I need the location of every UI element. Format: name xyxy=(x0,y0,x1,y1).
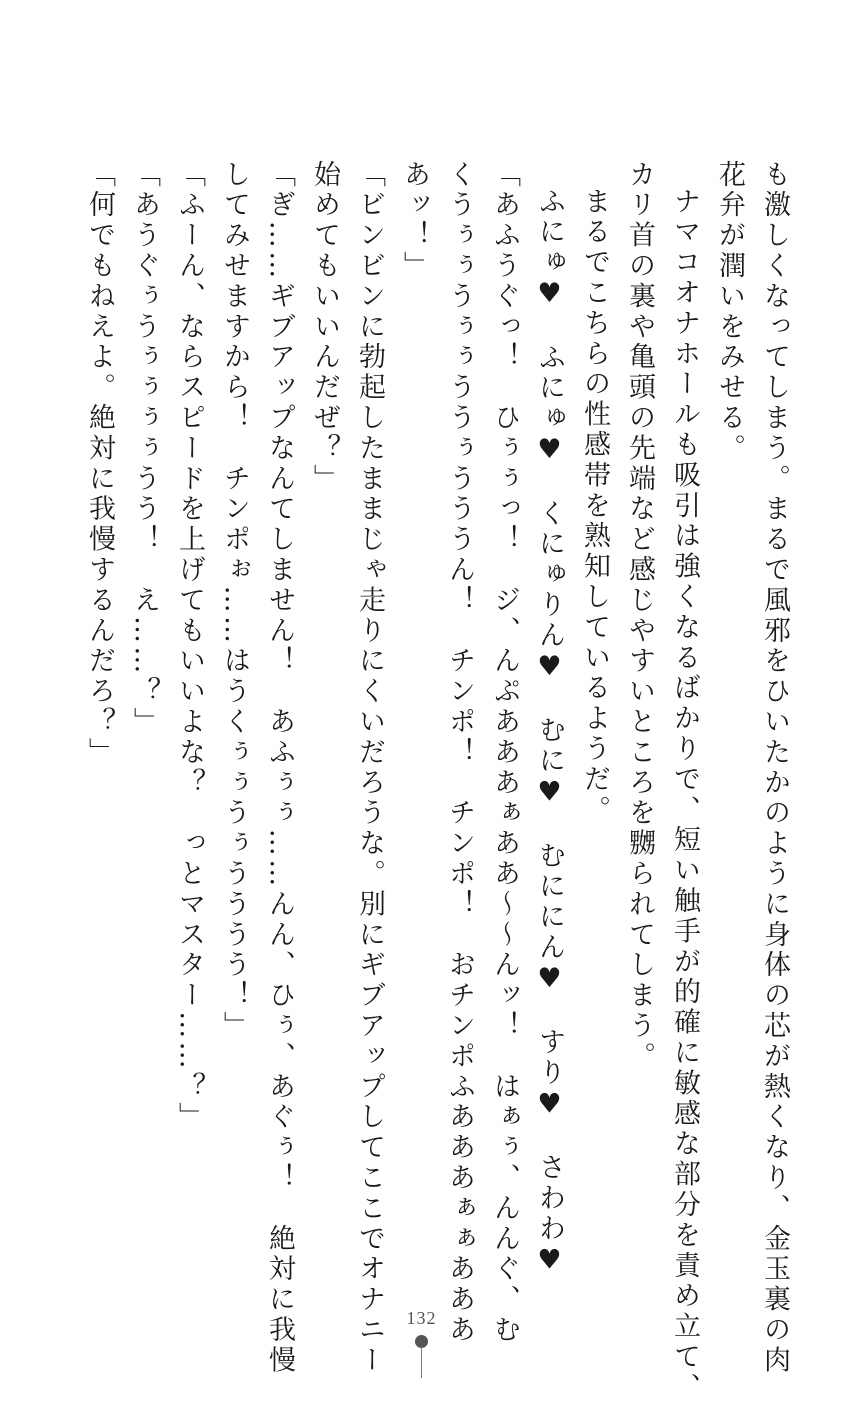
page-marker-line xyxy=(421,1347,422,1378)
text-line: くうぅぅうぅぅううぅうううん！ チンポ！ チンポ！ おチンポふあああぁぁあああ xyxy=(444,160,475,1346)
text-line: 「あふうぐっ！ ひぅぅっ！ ジ、んぷあああぁああ〜〜んッ！ はぁぅ、んんぐ、む xyxy=(489,160,520,1346)
text-line: 「あうぐぅうぅぅぅぅうう！ え……？」 xyxy=(129,160,160,738)
text-line: 「何でもねえよ。絶対に我慢するんだろ？」 xyxy=(84,160,115,768)
text-line: ナマコオナホールも吸引は強くなるばかりで、短い触手が的確に敏感な部分を責め立て、 xyxy=(669,187,700,1403)
text-line: あッ！」 xyxy=(399,160,430,282)
text-line: 始めてもいいんだぜ？」 xyxy=(309,160,340,495)
text-line: 「ふーん、ならスピードを上げてもいいよな？ っとマスター……？」 xyxy=(174,160,205,1133)
page-number: 132 xyxy=(406,1308,437,1328)
text-line: ふにゅ♥ ふにゅ♥ くにゅりん♥ むに♥ むににん♥ すり♥ さわわ♥ xyxy=(534,187,565,1279)
text-line: まるでこちらの性感帯を熟知しているようだ。 xyxy=(579,187,610,826)
text-line: 花弁が潤いをみせる。 xyxy=(714,160,745,464)
text-line: 「ぎ……ギブアップなんてしません！ あふぅぅ……んん、ひぅ、あぐぅ！ 絶対に我慢 xyxy=(264,160,295,1376)
text-line: 「ビンビンに勃起したままじゃ走りにくいだろうな。別にギブアップしてここでオナニー xyxy=(354,160,385,1376)
text-line: してみせますから！ チンポぉ……はうくぅぅうぅうううう！」 xyxy=(219,160,250,1042)
text-line: カリ首の裏や亀頭の先端など感じやすいところを嬲られてしまう。 xyxy=(624,160,655,1072)
page-footer xyxy=(0,1308,843,1329)
text-line: も激しくなってしまう。まるで風邪をひいたかのように身体の芯が熱くなり、金玉裏の肉 xyxy=(759,160,790,1376)
